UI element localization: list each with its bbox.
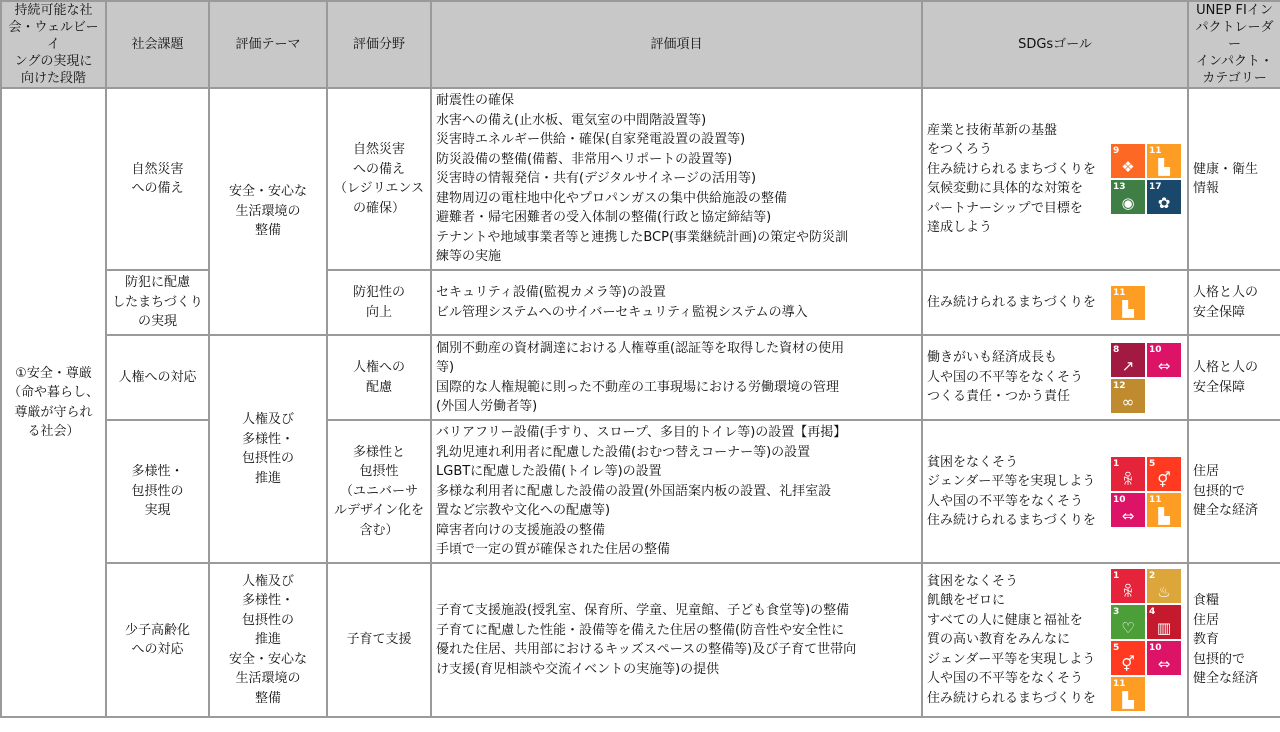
sdg-goal-13-icon: 13 ◉ — [1111, 180, 1145, 214]
sdgs-cell — [922, 270, 1188, 335]
sdgs-cell — [922, 88, 1188, 270]
header-theme: 評価テーマ — [209, 1, 327, 88]
sdg-goal-8-icon: 8 ↗ — [1111, 343, 1145, 377]
sdg-goal-17-icon: 17 ✿ — [1147, 180, 1181, 214]
items-cell: セキュリティ設備(監視カメラ等)の設置 ビル管理システムへのサイバーセキュリティ監視システムの導入 — [431, 270, 922, 335]
sdg-goal-11-icon: 11 ▙ — [1147, 144, 1181, 178]
field-cell: 自然災害 への備え （レジリエンス の確保） — [327, 88, 431, 270]
sdg-goal-5-icon: 5 ⚥ — [1147, 457, 1181, 491]
field-cell: 人権への 配慮 — [327, 335, 431, 420]
sdg-goal-12-icon: 12 ∞ — [1111, 379, 1145, 413]
social-issue-cell: 防犯に配慮 したまちづくり の実現 — [106, 270, 209, 335]
table-row — [1, 563, 1280, 717]
header-items: 評価項目 — [431, 1, 922, 88]
theme-cell: 人権及び 多様性・ 包摂性の 推進 安全・安心な 生活環境の 整備 — [209, 563, 327, 717]
unep-category-cell: 人格と人の 安全保障 — [1188, 270, 1280, 335]
theme-cell: 人権及び 多様性・ 包摂性の 推進 — [209, 335, 327, 563]
sdgs-cell — [922, 420, 1188, 563]
table-row — [1, 420, 1280, 563]
social-issue-cell: 人権への対応 — [106, 335, 209, 420]
header-stage: 持続可能な社 会・ウェルビーイ ングの実現に 向けた段階 — [1, 1, 106, 88]
sdg-goal-4-icon: 4 ▥ — [1147, 605, 1181, 639]
unep-category-cell: 住居 包摂的で 健全な経済 — [1188, 420, 1280, 563]
sdg-goal-10-icon: 10 ⇔ — [1147, 343, 1181, 377]
social-issue-cell: 多様性・ 包摂性の 実現 — [106, 420, 209, 563]
field-cell: 子育て支援 — [327, 563, 431, 717]
sdg-icons — [1111, 457, 1181, 527]
unep-category-cell: 人格と人の 安全保障 — [1188, 335, 1280, 420]
theme-cell: 安全・安心な 生活環境の 整備 — [209, 88, 327, 335]
sdg-goal-3-icon: 3 ♡ — [1111, 605, 1145, 639]
sdg-goal-1-icon: 1 ꆜ — [1111, 569, 1145, 603]
sdg-icons — [1111, 286, 1181, 320]
header-row — [1, 1, 1280, 88]
sdg-goal-10-icon: 10 ⇔ — [1111, 493, 1145, 527]
table-row — [1, 335, 1280, 420]
sdgs-cell — [922, 563, 1188, 717]
items-cell: 子育て支援施設(授乳室、保育所、学童、児童館、子ども食堂等)の整備 子育てに配慮した性能・設備等を備えた住居の整備(防音性や安全性に 優れた住居、共用部におけるキッズスペースの整備等)及び子育て世帯向 け支援(育児相談や交流イベントの実施等)の提供 — [431, 563, 922, 717]
social-issue-cell: 少子高齢化 への対応 — [106, 563, 209, 717]
sdgs-text: 住み続けられるまちづくりを — [927, 294, 1096, 310]
table-row — [1, 270, 1280, 335]
items-cell: 個別不動産の資材調達における人権尊重(認証等を取得した資材の使用 等) 国際的な人権規範に則った不動産の工事現場における労働環境の管理 (外国人労働者等) — [431, 335, 922, 420]
items-cell: バリアフリー設備(手すり、スロープ、多目的トイレ等)の設置【再掲】 乳幼児連れ利用者に配慮した設備(おむつ替えコーナー等)の設置 LGBTに配慮した設備(トイレ等)の設置 多様な利用者に配慮した設備の設置(外国語案内板の設置、礼拝室設 置など宗教や文化への配慮等) 障害者向けの支援施設の整備 手頃で一定の質が確保された住居の整備 — [431, 420, 922, 563]
unep-category-cell: 食糧 住居 教育 包摂的で 健全な経済 — [1188, 563, 1280, 717]
sdg-goal-2-icon: 2 ♨ — [1147, 569, 1181, 603]
sdg-goal-10-icon: 10 ⇔ — [1147, 641, 1181, 675]
stage-cell: ①安全・尊厳 （命や暮らし、 尊厳が守られ る社会） — [1, 88, 106, 717]
sdgs-cell — [922, 335, 1188, 420]
table-row — [1, 88, 1280, 270]
items-cell: 耐震性の確保 水害への備え(止水板、電気室の中間階設置等) 災害時エネルギー供給・確保(自家発電設置の設置等) 防災設備の整備(備蓄、非常用ヘリポートの設置等) 災害時の情報発信・共有(デジタルサイネージの活用等) 建物周辺の電柱地中化やプロパンガスの集中供給施設の整備 避難者・帰宅困難者の受入体制の整備(行政と協定締結等) テナントや地域事業者等と連携したBCP(事業継続計画)の策定や防災訓 練等の実施 — [431, 88, 922, 270]
header-unep: UNEP FIイン パクトレーダー インパクト・ カテゴリー — [1188, 1, 1280, 88]
sdg-icons — [1111, 343, 1181, 413]
sdgs-text: 貧困をなくそう 飢餓をゼロに すべての人に健康と福祉を 質の高い教育をみんなに ジェンダー平等を実現しよう 人や国の不平等をなくそう 住み続けられるまちづくりを — [927, 573, 1096, 706]
sdg-goal-9-icon: 9 ❖ — [1111, 144, 1145, 178]
sdg-goal-1-icon: 1 ꆜ — [1111, 457, 1145, 491]
sdg-goal-11-icon: 11 ▙ — [1111, 286, 1145, 320]
sdgs-text: 働きがいも経済成長も 人や国の不平等をなくそう つくる責任・つかう責任 — [927, 350, 1084, 405]
social-issue-cell: 自然災害 への備え — [106, 88, 209, 270]
header-social-issue: 社会課題 — [106, 1, 209, 88]
field-cell: 防犯性の 向上 — [327, 270, 431, 335]
sdg-goal-5-icon: 5 ⚥ — [1111, 641, 1145, 675]
sdgs-text: 産業と技術革新の基盤 をつくろう 住み続けられるまちづくりを 気候変動に具体的な対策を パートナーシップで目標を 達成しよう — [927, 122, 1096, 235]
sdg-goal-11-icon: 11 ▙ — [1111, 677, 1145, 711]
sdg-icons — [1111, 144, 1181, 214]
sdgs-text: 貧困をなくそう ジェンダー平等を実現しよう 人や国の不平等をなくそう 住み続けられるまちづくりを — [927, 454, 1096, 528]
header-sdgs: SDGsゴール — [922, 1, 1188, 88]
sdg-icons — [1111, 569, 1181, 711]
field-cell: 多様性と 包摂性 （ユニバーサ ルデザイン化を 含む） — [327, 420, 431, 563]
sdg-goal-11-icon: 11 ▙ — [1147, 493, 1181, 527]
header-field: 評価分野 — [327, 1, 431, 88]
unep-category-cell: 健康・衛生 情報 — [1188, 88, 1280, 270]
